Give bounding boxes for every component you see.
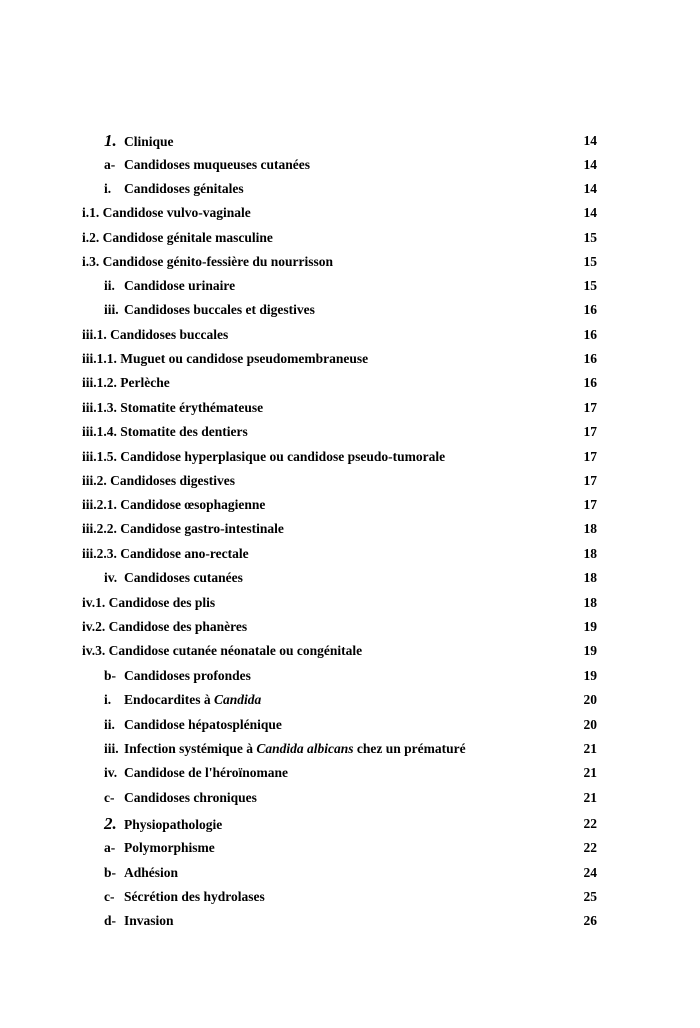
toc-page-number: 18: [583, 546, 597, 561]
toc-row: [0, 398, 700, 418]
toc-title: i.3. Candidose génito-fessière du nourrisson: [82, 254, 334, 269]
toc-title: iii.2.3. Candidose ano-rectale: [82, 546, 249, 561]
toc-row: [0, 349, 700, 369]
toc-marker: a-: [104, 840, 116, 855]
toc-title: iii.1.5. Candidose hyperplasique ou candidose pseudo-tumorale: [82, 449, 446, 464]
toc-title: Candidose hépatosplénique: [124, 717, 282, 732]
toc-row: [0, 617, 700, 637]
toc-row: [0, 838, 700, 858]
toc-marker: i.: [104, 181, 112, 196]
toc-row: [0, 495, 700, 515]
toc-marker: b-: [104, 668, 117, 683]
toc-row: [0, 814, 700, 834]
toc-row: [0, 276, 700, 296]
toc-marker: a-: [104, 157, 116, 172]
toc-title: i.1. Candidose vulvo-vaginale: [82, 205, 251, 220]
toc-row: [0, 641, 700, 661]
toc-row: [0, 422, 700, 442]
toc-marker: iii.: [104, 741, 119, 756]
toc-page-number: 14: [583, 133, 597, 148]
toc-page-number: 24: [583, 865, 597, 880]
toc-marker: c-: [104, 790, 115, 805]
toc-page-number: 16: [583, 327, 597, 342]
toc-row: [0, 690, 700, 710]
toc-page-number: 21: [583, 741, 597, 756]
toc-title-suffix: chez un prématuré: [353, 741, 466, 756]
toc-row: [0, 715, 700, 735]
toc-title: Candidoses cutanées: [124, 570, 243, 585]
toc-marker: ii.: [104, 717, 115, 732]
toc-marker: iv.: [104, 765, 118, 780]
toc-title: Sécrétion des hydrolases: [124, 889, 265, 904]
toc-title: Invasion: [124, 913, 174, 928]
toc-page-number: 21: [583, 765, 597, 780]
toc-row: [0, 373, 700, 393]
toc-row: [0, 788, 700, 808]
toc-page-number: 17: [583, 449, 597, 464]
toc-row: [0, 471, 700, 491]
toc-row: [0, 887, 700, 907]
toc-page-number: 17: [583, 400, 597, 415]
toc-row: [0, 593, 700, 613]
toc-marker: d-: [104, 913, 117, 928]
toc-row: [0, 568, 700, 588]
toc-title: Infection systémique à: [124, 741, 257, 756]
toc-row: [0, 155, 700, 175]
toc-title: iii.1.4. Stomatite des dentiers: [82, 424, 248, 439]
toc-page-number: 15: [583, 230, 597, 245]
toc-page-number: 19: [583, 619, 597, 634]
toc-page-number: 16: [583, 351, 597, 366]
toc-title: Candidoses profondes: [124, 668, 251, 683]
toc-title: iv.1. Candidose des plis: [82, 595, 216, 610]
toc-page-number: 18: [583, 521, 597, 536]
toc-row: [0, 252, 700, 272]
toc-marker: ii.: [104, 278, 115, 293]
toc-title: iii.1.2. Perlèche: [82, 375, 170, 390]
toc-row: [0, 666, 700, 686]
toc-row: [0, 228, 700, 248]
toc-page-number: 14: [583, 157, 597, 172]
toc-marker: c-: [104, 889, 115, 904]
toc-title: Polymorphisme: [124, 840, 215, 855]
toc-title: Clinique: [124, 134, 174, 149]
toc-page-number: 20: [583, 717, 597, 732]
toc-page-number: 22: [583, 840, 597, 855]
toc-page-number: 18: [583, 570, 597, 585]
toc-row: [0, 911, 700, 931]
toc-title-italic: Candida: [214, 692, 262, 707]
toc-row: [0, 519, 700, 539]
toc-page-number: 16: [583, 302, 597, 317]
toc-title: iii.1.3. Stomatite érythémateuse: [82, 400, 264, 415]
toc-page-number: 19: [583, 643, 597, 658]
toc-title: iii.1.1. Muguet ou candidose pseudomembraneuse: [82, 351, 369, 366]
toc-title: Candidoses chroniques: [124, 790, 257, 805]
toc-page-number: 19: [583, 668, 597, 683]
toc-marker: b-: [104, 865, 117, 880]
toc-row: [0, 179, 700, 199]
toc-title-italic: Candida albicans: [256, 741, 354, 756]
toc-page-number: 25: [583, 889, 597, 904]
toc-title: i.2. Candidose génitale masculine: [82, 230, 273, 245]
toc-title: Endocardites à: [124, 692, 215, 707]
toc-row: [0, 544, 700, 564]
toc-page-number: 16: [583, 375, 597, 390]
toc-marker: 2.: [104, 814, 117, 833]
toc-marker: iii.: [104, 302, 119, 317]
toc-row: [0, 131, 700, 151]
toc-page-number: 14: [583, 181, 597, 196]
toc-title: Adhésion: [124, 865, 179, 880]
toc-row: [0, 325, 700, 345]
toc-title: Candidoses buccales et digestives: [124, 302, 315, 317]
toc-title: Candidoses muqueuses cutanées: [124, 157, 311, 172]
toc-page-number: 22: [583, 816, 597, 831]
toc-row: [0, 763, 700, 783]
toc-row: [0, 739, 700, 759]
toc-marker: iv.: [104, 570, 118, 585]
toc-page-number: 21: [583, 790, 597, 805]
toc-page-number: 14: [583, 205, 597, 220]
toc-row: [0, 863, 700, 883]
toc-title: Candidose de l'héroïnomane: [124, 765, 289, 780]
toc-title: Candidose urinaire: [124, 278, 236, 293]
toc-title: Candidoses génitales: [124, 181, 244, 196]
toc-row: [0, 447, 700, 467]
toc-page-number: 17: [583, 497, 597, 512]
toc-page-number: 17: [583, 473, 597, 488]
toc-title: iii.2.1. Candidose œsophagienne: [82, 497, 266, 512]
toc-page-number: 20: [583, 692, 597, 707]
toc-page-number: 15: [583, 278, 597, 293]
toc-page-number: 26: [583, 913, 597, 928]
toc-title: iii.1. Candidoses buccales: [82, 327, 229, 342]
toc-page-number: 15: [583, 254, 597, 269]
toc-page-number: 18: [583, 595, 597, 610]
toc-title: iii.2.2. Candidose gastro-intestinale: [82, 521, 284, 536]
toc-title: iv.2. Candidose des phanères: [82, 619, 248, 634]
toc-row: [0, 203, 700, 223]
toc-marker: 1.: [104, 131, 117, 150]
toc-page-number: 17: [583, 424, 597, 439]
toc-title: iv.3. Candidose cutanée néonatale ou congénitale: [82, 643, 363, 658]
toc-row: [0, 300, 700, 320]
toc-title: iii.2. Candidoses digestives: [82, 473, 236, 488]
toc-title: Physiopathologie: [124, 817, 223, 832]
toc-marker: i.: [104, 692, 112, 707]
